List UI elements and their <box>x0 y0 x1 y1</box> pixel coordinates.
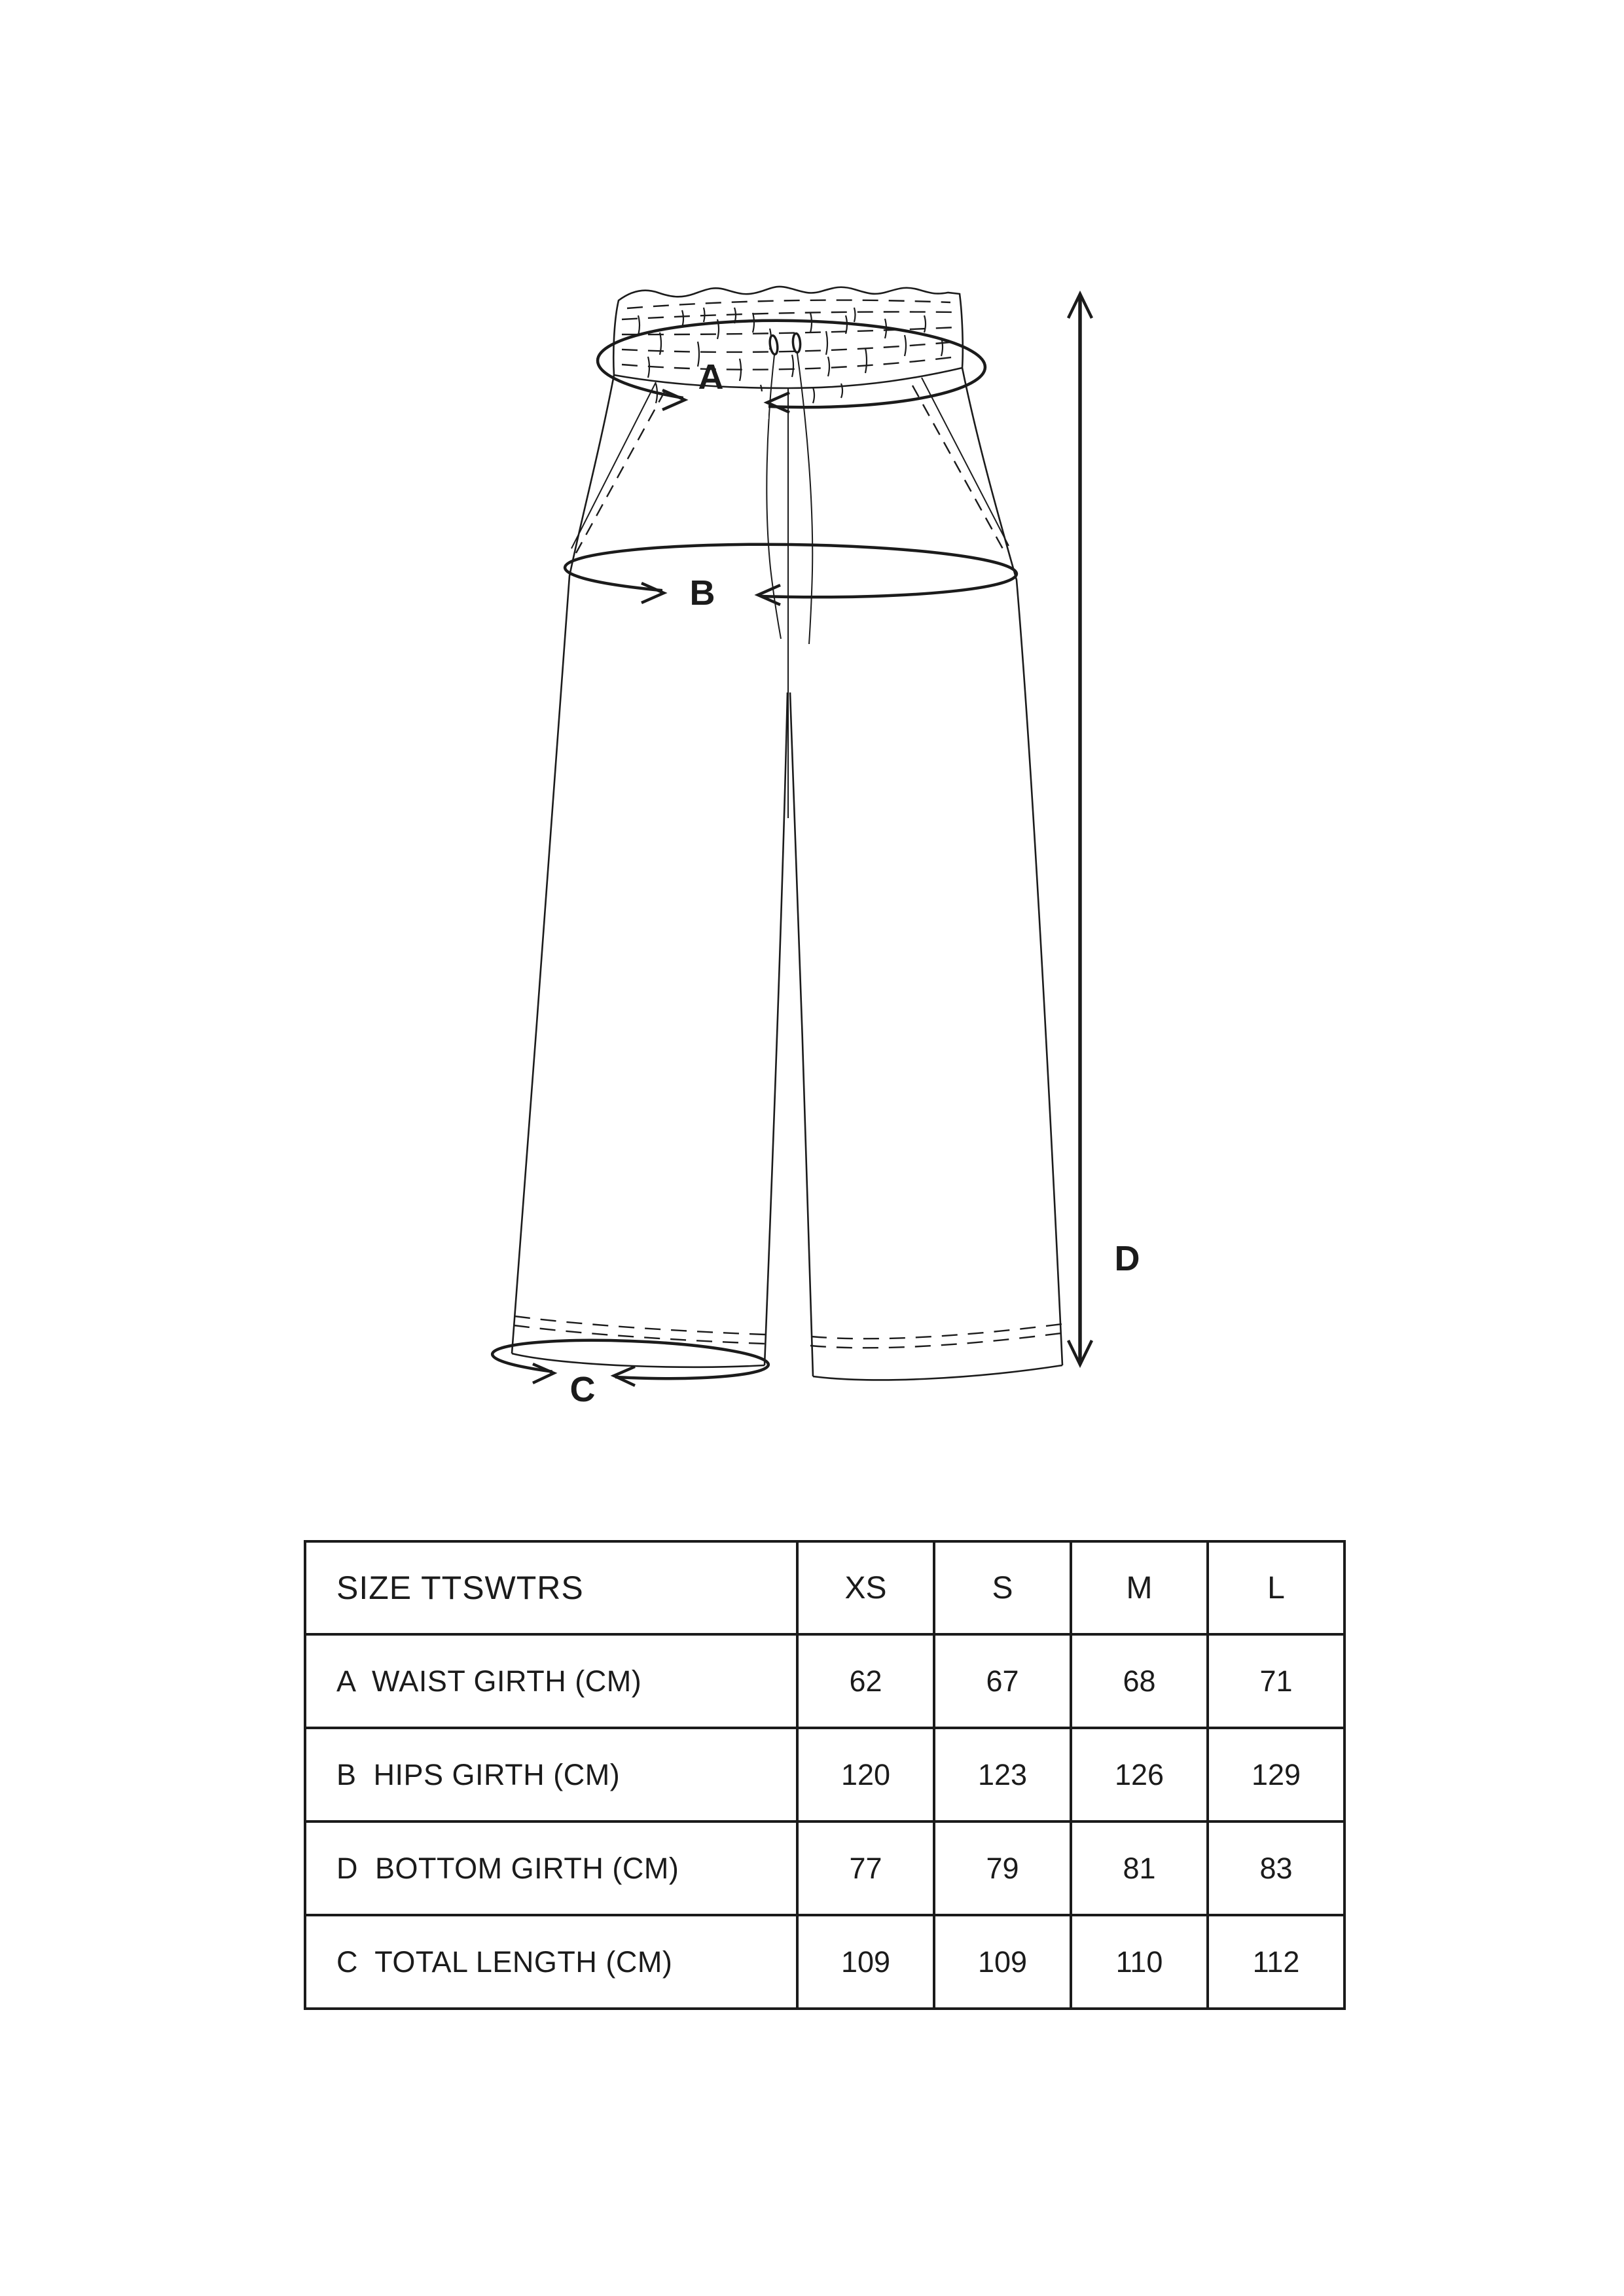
cell-value: 109 <box>934 1915 1071 2009</box>
row-label: C TOTAL LENGTH (CM) <box>305 1915 797 2009</box>
cell-value: 120 <box>797 1728 934 1821</box>
arrow-head-icon <box>533 1364 554 1383</box>
measure-label-d: D <box>1114 1239 1140 1278</box>
pants-outline <box>512 368 1062 1380</box>
cell-value: 67 <box>934 1634 1071 1728</box>
cell-value: 81 <box>1071 1821 1208 1915</box>
size-col-header-l: L <box>1208 1541 1344 1634</box>
cell-value: 79 <box>934 1821 1071 1915</box>
cell-value: 123 <box>934 1728 1071 1821</box>
length-measure-d <box>1068 294 1140 1365</box>
hem-measure-c <box>492 1336 769 1409</box>
table-row-bottom <box>305 1821 1344 1915</box>
table-row-hips <box>305 1728 1344 1821</box>
arrow-head-icon <box>641 583 664 603</box>
hem-stitching <box>514 1316 1062 1348</box>
measure-label-c: C <box>569 1370 596 1409</box>
cell-value: 71 <box>1208 1634 1344 1728</box>
size-col-header-xs: XS <box>797 1541 934 1634</box>
arrow-head-icon <box>758 585 780 605</box>
size-table-header-row <box>305 1541 1344 1634</box>
hips-measure-ellipse <box>564 541 1017 600</box>
cell-value: 83 <box>1208 1821 1344 1915</box>
row-label: D BOTTOM GIRTH (CM) <box>305 1821 797 1915</box>
cell-value: 62 <box>797 1634 934 1728</box>
size-table <box>304 1540 1346 2010</box>
cell-value: 129 <box>1208 1728 1344 1821</box>
pocket-lines <box>571 378 1009 553</box>
cell-value: 109 <box>797 1915 934 2009</box>
row-label: A WAIST GIRTH (CM) <box>305 1634 797 1728</box>
cell-value: 68 <box>1071 1634 1208 1728</box>
table-row-waist <box>305 1634 1344 1728</box>
size-col-header-s: S <box>934 1541 1071 1634</box>
measure-label-a: A <box>698 357 724 397</box>
row-label: B HIPS GIRTH (CM) <box>305 1728 797 1821</box>
cell-value: 77 <box>797 1821 934 1915</box>
hips-measure-b <box>564 541 1017 613</box>
cell-value: 112 <box>1208 1915 1344 2009</box>
size-col-header-m: M <box>1071 1541 1208 1634</box>
table-title: SIZE TTSWTRS <box>305 1541 797 1634</box>
arrow-head-icon <box>662 390 685 410</box>
table-row-length <box>305 1915 1344 2009</box>
cell-value: 126 <box>1071 1728 1208 1821</box>
cell-value: 110 <box>1071 1915 1208 2009</box>
waistband <box>613 287 963 403</box>
buttonhole <box>793 333 801 353</box>
measure-label-b: B <box>689 573 715 613</box>
